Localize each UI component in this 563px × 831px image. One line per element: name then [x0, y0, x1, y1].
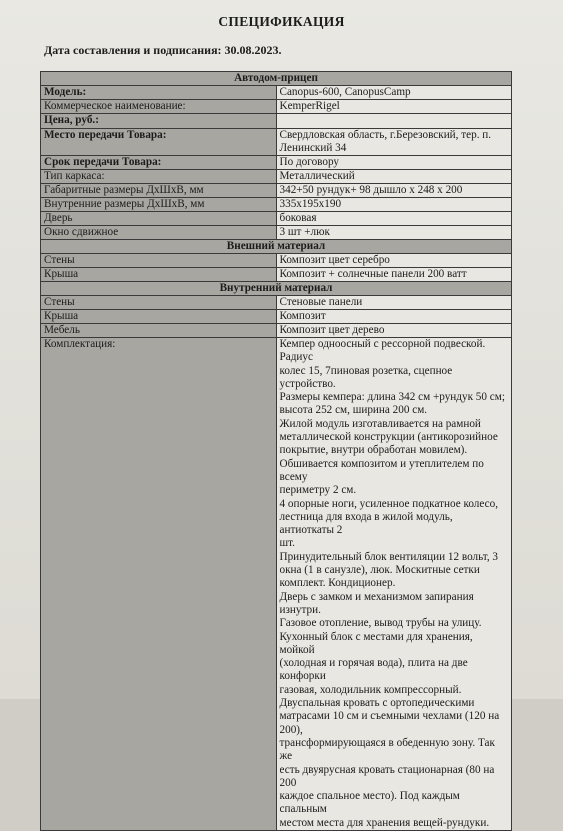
- kit-line: трансформирующаяся в обеденную зону. Так же: [279, 736, 495, 763]
- row-value: Композит цвет дерево: [276, 324, 512, 338]
- kit-line: окна (1 в санузле), люк. Москитные сетки: [279, 564, 480, 577]
- row-label: Место передачи Товара:: [41, 129, 277, 156]
- kit-line: Газовое отопление, вывод трубы на улицу.: [279, 617, 482, 630]
- kit-line: Размеры кемпера: длина 342 см +рундук 50 см;: [279, 391, 505, 404]
- table-row: [41, 170, 512, 184]
- row-label: Стены: [41, 254, 277, 268]
- table-row: [41, 296, 512, 310]
- row-label: Мебель: [41, 324, 277, 338]
- kit-line: Обшивается композитом и утеплителем по всему: [279, 457, 484, 483]
- kit-line: покрытие, внутри обработан мовилем).: [279, 444, 468, 457]
- row-value: Композит + солнечные панели 200 ватт: [276, 268, 512, 282]
- kit-line: матрасами 10 см и съемными чехлами (120 на 200),: [279, 710, 500, 736]
- section-outer-material: Внешний материал: [41, 240, 512, 254]
- kit-line: есть двуярусная кровать стационарная (80 на 200: [279, 763, 495, 789]
- table-row: [41, 212, 512, 226]
- row-value: [276, 114, 512, 129]
- kit-line: (холодная и горячая вода), плита на две конфорки: [279, 657, 468, 683]
- kit-line: Кемпер одноосный с рессорной подвеской. Радиус: [279, 338, 486, 364]
- table-row: [41, 226, 512, 240]
- table-row: [41, 114, 512, 129]
- row-label: Цена, руб.:: [41, 114, 277, 129]
- kit-line: Дверь с замком и механизмом запирания изнутри.: [279, 590, 474, 616]
- row-value: Свердловская область, г.Березовский, тер. п. Ленинский 34: [276, 129, 512, 156]
- table-row: [41, 129, 512, 156]
- table-row: [41, 86, 512, 100]
- row-value: Стеновые панели: [276, 296, 512, 310]
- row-value: 335х195х190: [276, 198, 512, 212]
- row-label: Срок передачи Товара:: [41, 156, 277, 170]
- row-label: Стены: [41, 296, 277, 310]
- kit-line: местом места для хранения вещей-рундуки.: [279, 816, 490, 829]
- kit-label: Комплектация:: [41, 338, 277, 831]
- table-row: [41, 156, 512, 170]
- table-row: [41, 100, 512, 114]
- table-row: [41, 254, 512, 268]
- row-value: По договору: [276, 156, 512, 170]
- row-label: Модель:: [41, 86, 277, 100]
- kit-line: высота 252 см, ширина 200 см.: [279, 404, 428, 417]
- row-value: Canopus-600, CanopusCamp: [276, 86, 512, 100]
- kit-line: Кухонный блок с местами для хранения, мойкой: [279, 630, 473, 656]
- section-outer-material-row: [41, 240, 512, 254]
- kit-line: Жилой модуль изготавливается на рамной: [279, 417, 481, 430]
- row-label: Дверь: [41, 212, 277, 226]
- kit-line: шт.: [279, 537, 295, 550]
- date-line: Дата составления и подписания: 30.08.2023.: [44, 43, 282, 57]
- kit-line: 4 опорные ноги, усиленное подкатное колесо,: [279, 497, 498, 510]
- row-value: Металлический: [276, 170, 512, 184]
- table-row: [41, 184, 512, 198]
- section-inner-material: Внутренний материал: [41, 282, 512, 296]
- row-value: KemperRigel: [276, 100, 512, 114]
- kit-line: колес 15, 7пиновая розетка, сцепное устройство.: [279, 364, 453, 390]
- kit-line: газовая, холодильник компрессорный.: [279, 683, 462, 696]
- kit-line: Двуспальная кровать с ортопедическими: [279, 697, 475, 710]
- row-value: Композит цвет серебро: [276, 254, 512, 268]
- table-header: Автодом-прицеп: [41, 72, 512, 86]
- row-label: Коммерческое наименование:: [41, 100, 277, 114]
- row-label: Габаритные размеры ДхШхВ, мм: [41, 184, 277, 198]
- kit-line: лестница для входа в жилой модуль, антиоткаты 2: [279, 510, 453, 537]
- row-label: Тип каркаса:: [41, 170, 277, 184]
- kit-line: периметру 2 см.: [279, 484, 357, 497]
- row-label: Окно сдвижное: [41, 226, 277, 240]
- table-row: [41, 268, 512, 282]
- row-value: 3 шт +люк: [276, 226, 512, 240]
- kit-line: металлической конструкции (антикорозийное: [279, 431, 498, 444]
- table-row: [41, 310, 512, 324]
- row-label: Внутренние размеры ДхШхВ, мм: [41, 198, 277, 212]
- kit-row: [41, 338, 512, 831]
- kit-line: Принудительный блок вентиляции 12 вольт, 3: [279, 550, 499, 563]
- specification-table: [40, 71, 512, 831]
- table-row: [41, 198, 512, 212]
- document-title: СПЕЦИФИКАЦИЯ: [218, 14, 345, 29]
- row-label: Крыша: [41, 310, 277, 324]
- kit-line: каждое спальное место). Под каждым спальным: [279, 790, 460, 816]
- section-inner-material-row: [41, 282, 512, 296]
- row-value: Композит: [276, 310, 512, 324]
- table-header-row: [41, 72, 512, 86]
- kit-line: комплект. Кондиционер.: [279, 577, 396, 590]
- table-row: [41, 324, 512, 338]
- kit-description: [276, 338, 512, 831]
- row-label: Крыша: [41, 268, 277, 282]
- row-value: боковая: [276, 212, 512, 226]
- row-value: 342+50 рундук+ 98 дышло х 248 х 200: [276, 184, 512, 198]
